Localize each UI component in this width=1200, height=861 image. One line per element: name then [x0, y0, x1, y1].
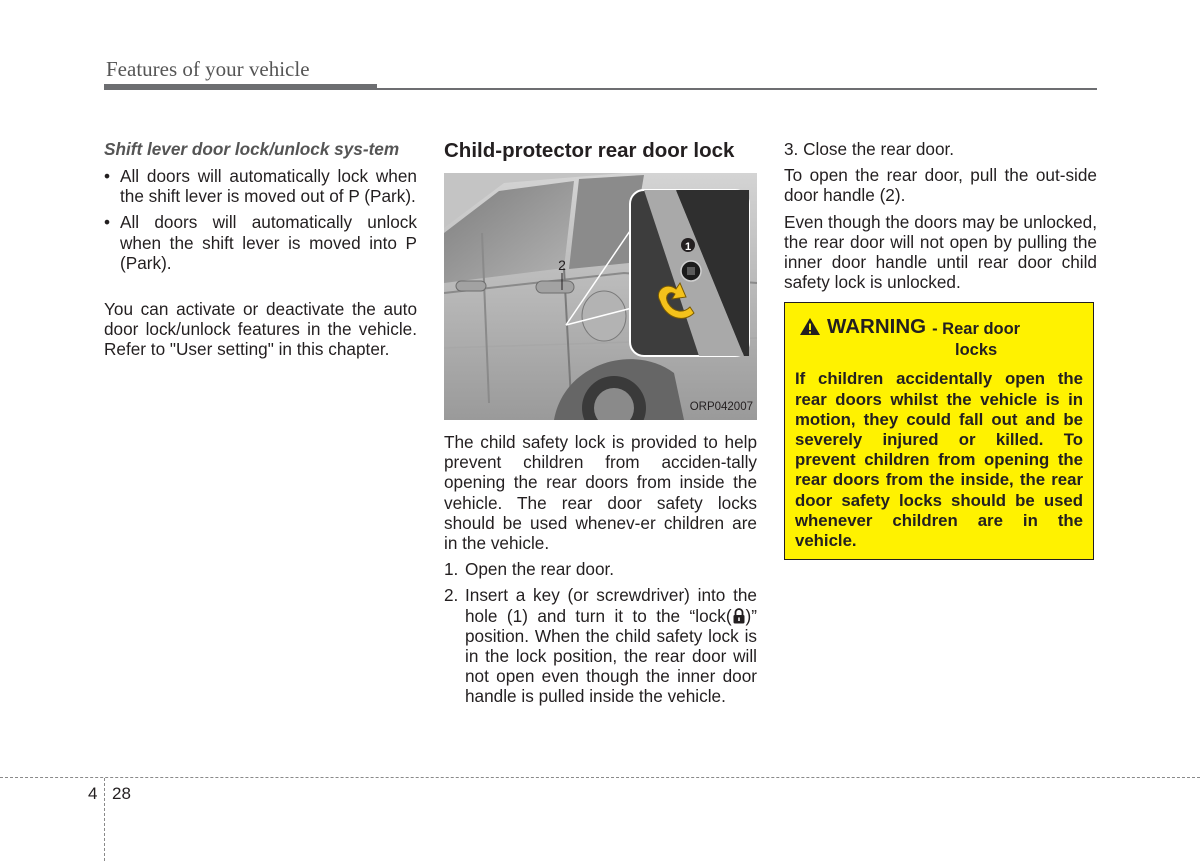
car-illustration-svg	[444, 173, 757, 420]
warning-heading	[799, 315, 1083, 361]
column-left	[104, 139, 417, 366]
column-right	[784, 139, 1097, 560]
step-3-text: 3. Close the rear door.	[784, 139, 955, 159]
column-middle	[444, 139, 757, 713]
list-item: 2. Insert a key (or screwdriver) into the hole (1) and turn it to the “lock( )” position. When the child safety lock is in the lock position, the rear door will not open even though the inner door handle is pulled inside the vehicle.	[444, 585, 757, 707]
footer-vertical-rule	[104, 778, 105, 861]
page-number: 28	[112, 784, 131, 803]
list-item: 1. Open the rear door.	[444, 559, 615, 580]
car-rear-door-illustration	[444, 173, 757, 420]
footer-rule	[0, 777, 1200, 778]
warning-word: WARNING	[827, 315, 927, 339]
section-title: Child-protector rear door lock	[444, 139, 735, 162]
section-subheading: Shift lever door lock/unlock sys-tem	[104, 139, 400, 159]
numbered-list	[444, 559, 757, 706]
body-paragraph: To open the rear door, pull the out-side door handle (2).	[784, 165, 1097, 206]
callout-1-label: 1	[684, 241, 692, 253]
warning-body: If children accidentally open the rear doors whilst the vehicle is in motion, they could fall out and be severely injured or killed. To prevent children from opening the rear doors from the inside, the rear door safety locks should be used whenever children are in the vehicle.	[795, 369, 1083, 551]
lock-icon	[732, 606, 746, 626]
callout-2-label: 2	[558, 257, 566, 273]
body-paragraph: You can activate or deactivate the auto door lock/unlock features in the vehicle. Refer to "User setting" in this chapter.	[104, 299, 417, 360]
list-item: • All doors will automatically lock when the shift lever is moved out of P (Park).	[104, 166, 417, 207]
warning-box	[784, 302, 1094, 560]
body-paragraph: The child safety lock is provided to help prevent children from acciden-tally opening the rear doors from inside the vehicle. The rear door safety locks should be used whenev-er children are in the vehicle.	[444, 432, 757, 554]
page-header-title: Features of your vehicle	[106, 57, 310, 81]
body-paragraph: Even though the doors may be unlocked, the rear door will not open by pulling the inner door handle until rear door child safety lock is unlocked.	[784, 211, 1097, 293]
warning-triangle-icon	[799, 317, 821, 340]
header-rule-thick	[104, 84, 377, 90]
bullet-list	[104, 166, 417, 273]
list-item: • All doors will automatically unlock when the shift lever is moved into P (Park).	[104, 212, 417, 273]
chapter-number: 4	[88, 784, 98, 803]
bullet-icon: •	[104, 212, 111, 233]
bullet-icon: •	[104, 166, 111, 186]
warning-subtitle: - Rear door locks	[932, 320, 1021, 360]
figure-code: ORP042007	[689, 400, 753, 413]
header-rule-thin	[377, 88, 1097, 90]
